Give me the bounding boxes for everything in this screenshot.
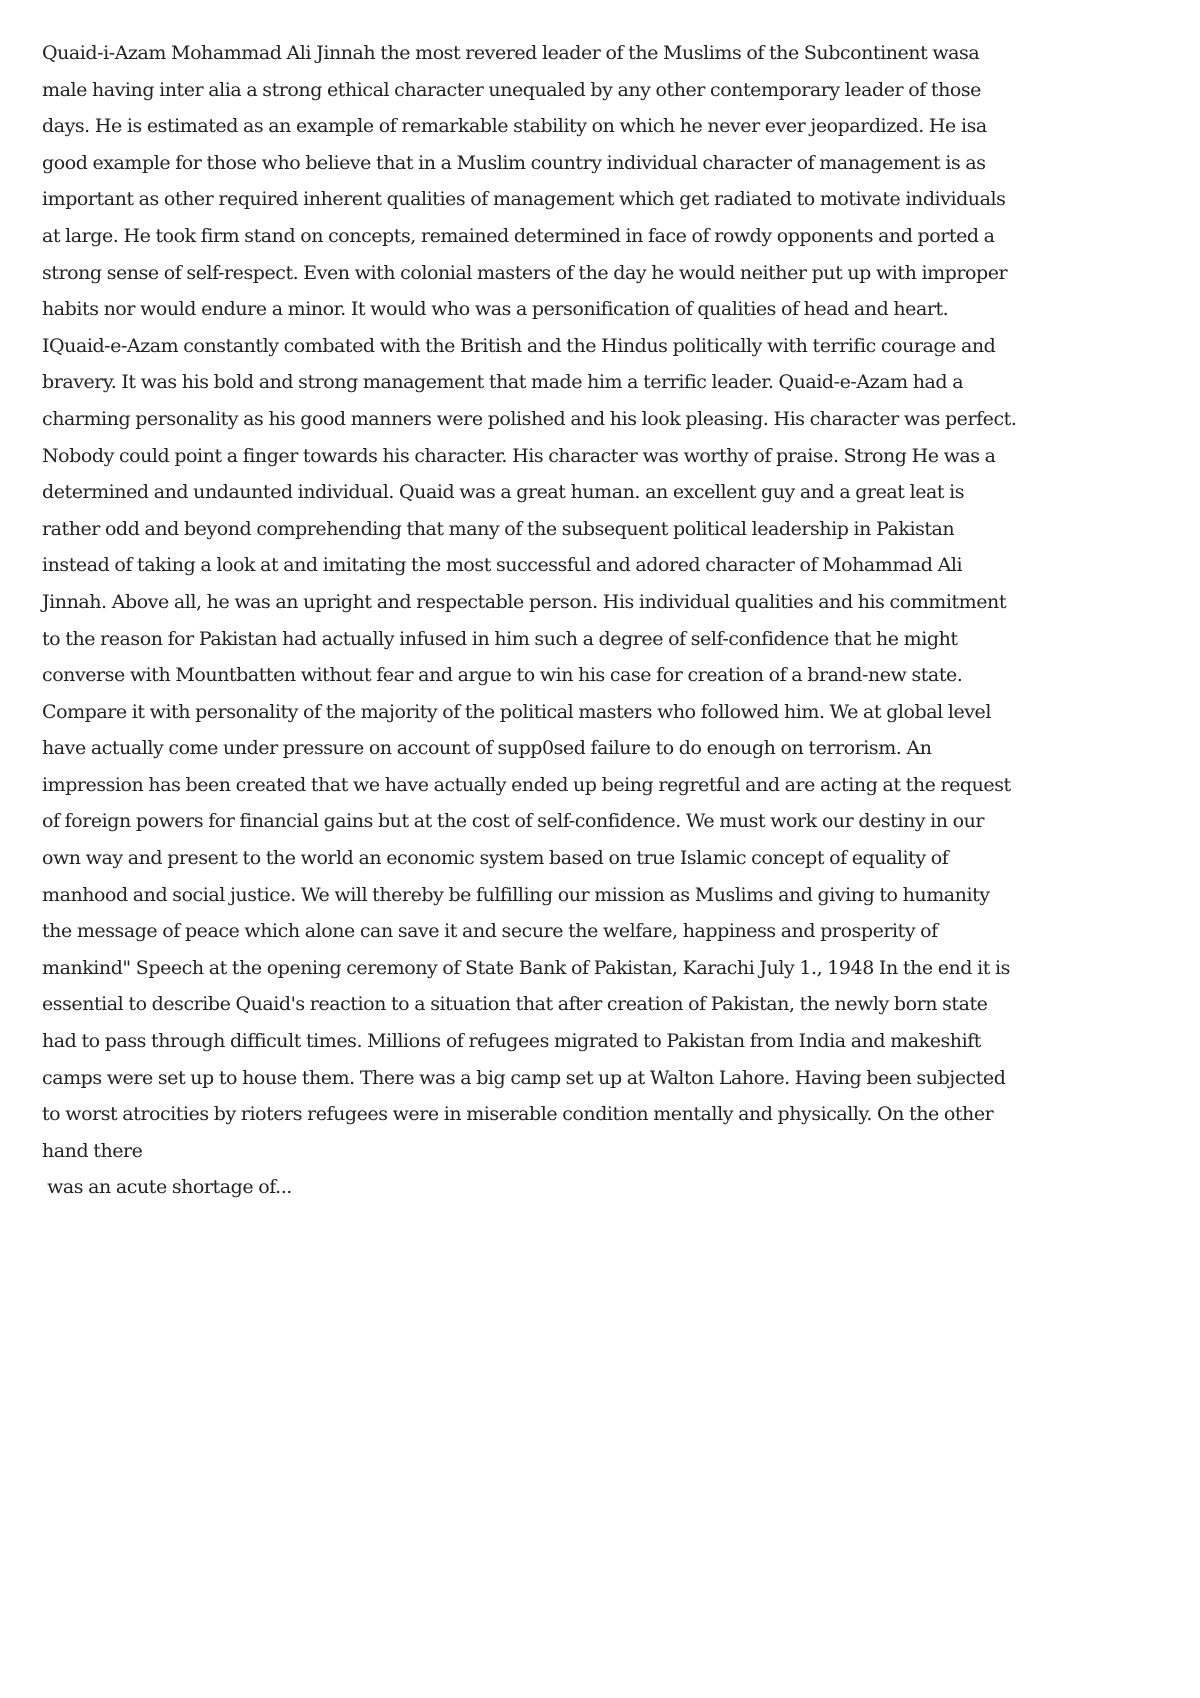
text-line: Jinnah. Above all, he was an upright and respectable person. His individual qualities and his commitment — [42, 590, 1007, 613]
text-line: impression has been created that we have actually ended up being regretful and are acting at the request — [42, 773, 1011, 796]
text-line: had to pass through difficult times. Millions of refugees migrated to Pakistan from India and makeshift — [42, 1030, 981, 1053]
text-line: Nobody could point a finger towards his character. His character was worthy of praise. Strong He was a — [42, 444, 996, 467]
text-line: determined and undaunted individual. Quaid was a great human. an excellent guy and a great leat is — [42, 481, 965, 504]
text-line: the message of peace which alone can save it and secure the welfare, happiness and prosperity of — [42, 920, 938, 943]
text-line: important as other required inherent qualities of management which get radiated to motivate individuals — [42, 188, 1006, 211]
text-line: converse with Mountbatten without fear and argue to win his case for creation of a brand-new state. — [42, 664, 963, 687]
text-line: male having inter alia a strong ethical character unequaled by any other contemporary leader of those — [42, 78, 981, 101]
text-line: IQuaid-e-Azam constantly combated with the British and the Hindus politically with terrific courage and — [42, 334, 996, 357]
text-line-truncated: was an acute shortage of... — [42, 1176, 292, 1199]
text-line: Compare it with personality of the majority of the political masters who followed him. We at global level — [42, 700, 991, 723]
text-line: strong sense of self-respect. Even with colonial masters of the day he would neither put up with improper — [42, 261, 1008, 284]
text-line: own way and present to the world an economic system based on true Islamic concept of equality of — [42, 847, 949, 870]
text-line: bravery. It was his bold and strong management that made him a terrific leader. Quaid-e-Azam had a — [42, 371, 964, 394]
text-line: hand there — [42, 1139, 143, 1162]
text-line: essential to describe Quaid's reaction to a situation that after creation of Pakistan, the newly born state — [42, 993, 988, 1016]
essay-body — [42, 35, 1132, 1206]
text-line: to worst atrocities by rioters refugees were in miserable condition mentally and physically. On the other — [42, 1103, 994, 1126]
text-line: to the reason for Pakistan had actually infused in him such a degree of self-confidence that he might — [42, 627, 958, 650]
text-line: camps were set up to house them. There was a big camp set up at Walton Lahore. Having been subjected — [42, 1066, 1006, 1089]
text-line: have actually come under pressure on account of supp0sed failure to do enough on terrorism. An — [42, 737, 932, 760]
text-line: at large. He took firm stand on concepts, remained determined in face of rowdy opponents and ported a — [42, 224, 995, 247]
text-line: of foreign powers for financial gains but at the cost of self-confidence. We must work our destiny in our — [42, 810, 985, 833]
text-line: rather odd and beyond comprehending that many of the subsequent political leadership in Pakistan — [42, 517, 955, 540]
text-line: instead of taking a look at and imitating the most successful and adored character of Mohammad Ali — [42, 554, 963, 577]
text-line: good example for those who believe that in a Muslim country individual character of management is as — [42, 151, 986, 174]
text-line: days. He is estimated as an example of remarkable stability on which he never ever jeopardized. He isa — [42, 115, 987, 138]
text-line: habits nor would endure a minor. It would who was a personification of qualities of head and heart. — [42, 298, 949, 321]
text-line: mankind" Speech at the opening ceremony of State Bank of Pakistan, Karachi July 1., 1948 In the end it is — [42, 956, 1010, 979]
text-line: Quaid-i-Azam Mohammad Ali Jinnah the most revered leader of the Muslims of the Subcontinent wasa — [42, 42, 980, 64]
text-line: manhood and social justice. We will thereby be fulfilling our mission as Muslims and giving to humanity — [42, 883, 990, 906]
text-line: charming personality as his good manners were polished and his look pleasing. His character was perfect. — [42, 407, 1017, 430]
